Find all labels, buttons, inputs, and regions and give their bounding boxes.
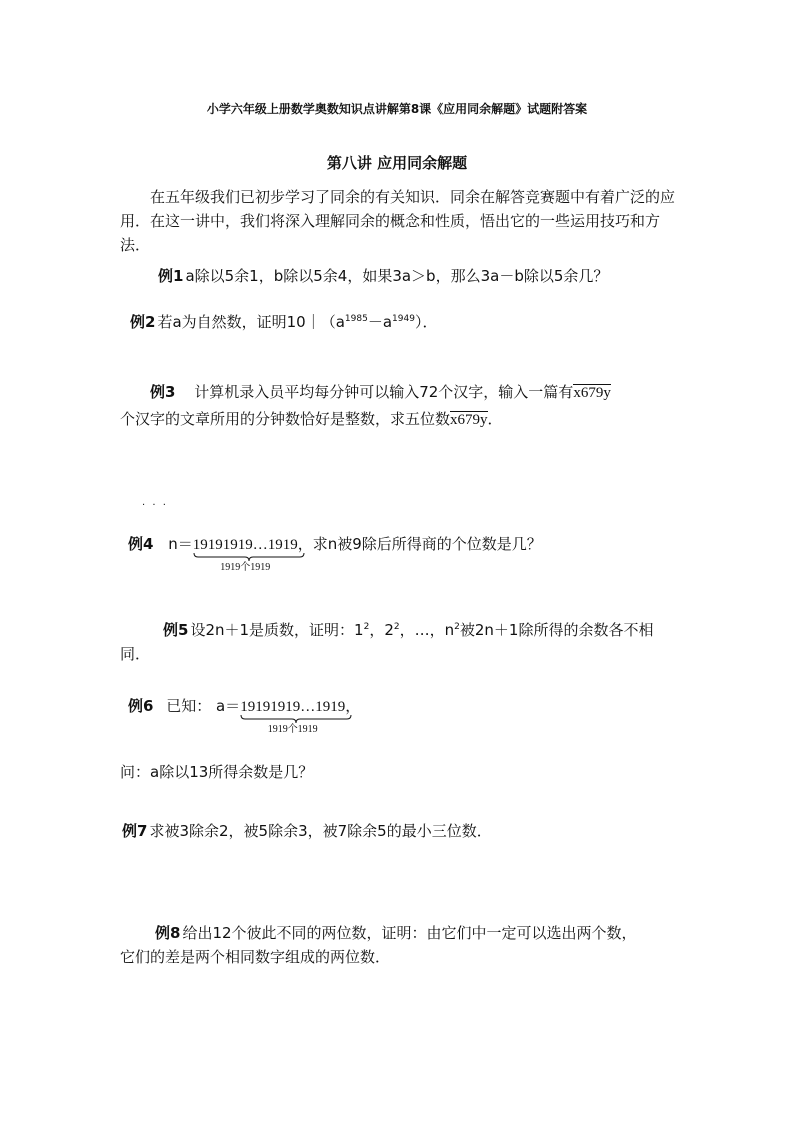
example-2-text-post: ）． <box>414 313 438 331</box>
example-7 <box>122 819 492 843</box>
example-5-square-3: 2 <box>454 622 460 632</box>
example-4-brace-label: 1919个1919 <box>220 562 271 573</box>
intro-paragraph: 在五年级我们已初步学习了同余的有关知识．同余在解答竞赛题中有着广泛的应用．在这一讲中，我们将深入理解同余的概念和性质，悟出它的一些运用技巧和方法． <box>120 188 676 254</box>
example-2-exponent-2: 1949 <box>392 314 415 324</box>
example-8-text-1: 给出12个彼此不同的两位数，证明：由它们中一定可以选出两个数， <box>182 924 637 942</box>
example-8-line-1 <box>155 921 637 945</box>
example-4 <box>128 532 542 573</box>
lesson-title: 第八讲 应用同余解题 <box>326 154 468 172</box>
example-3-text-2: 个汉字的文章所用的分钟数恰好是整数，求五位数 <box>120 410 451 428</box>
example-6-label: 例6 <box>128 697 154 715</box>
example-6-tail: ， <box>345 697 361 715</box>
example-2-label: 例2 <box>130 313 156 331</box>
document-title: 小学六年级上册数学奥数知识点讲解第8课《应用同余解题》试题附答案 <box>206 102 588 116</box>
example-5-label: 例5 <box>163 621 189 639</box>
example-3-text-1: 计算机录入员平均每分钟可以输入72个汉字，输入一篇有 <box>194 383 574 401</box>
example-5-line-2: 同． <box>120 645 151 663</box>
example-4-lhs: n＝ <box>168 535 193 553</box>
example-1-label: 例1 <box>158 267 184 285</box>
example-8-label: 例8 <box>155 924 181 942</box>
example-2-exponent-1: 1985 <box>344 314 368 324</box>
example-3-text-3: ． <box>487 410 503 428</box>
example-1-text: a除以5余1，b除以5余4，如果3a＞b，那么3a－b除以5余几？ <box>185 267 609 285</box>
example-6-lead: 已知： a＝ <box>166 697 241 715</box>
example-4-underbrace <box>192 532 298 573</box>
example-3-label: 例3 <box>150 383 176 401</box>
example-5-text-a: 设2n＋1是质数，证明：1 <box>190 621 364 639</box>
example-7-label: 例7 <box>122 822 148 840</box>
example-7-text: 求被3除余2，被5除余3，被7除余5的最小三位数． <box>149 822 492 840</box>
example-3-number-2: x679y <box>450 412 488 428</box>
example-6-underbrace <box>240 694 346 735</box>
ellipsis-mark: · · · <box>142 500 168 511</box>
example-2 <box>130 310 437 334</box>
example-5-line-1 <box>163 618 653 642</box>
example-5-text-d: 被2n＋1除所得的余数各不相 <box>459 621 654 639</box>
example-5-square-1: 2 <box>363 622 370 632</box>
example-6 <box>128 694 361 735</box>
example-4-text: ，求n被9除后所得商的个位数是几？ <box>297 535 542 553</box>
example-3-line-2 <box>120 407 503 432</box>
example-6-brace-label: 1919个1919 <box>267 724 318 735</box>
example-2-text-pre: 若a为自然数，证明10｜（a <box>157 313 345 331</box>
example-8-line-2: 它们的差是两个相同数字组成的两位数． <box>120 948 391 966</box>
example-4-label: 例4 <box>128 535 154 553</box>
example-4-number: 19191919…1919 <box>192 537 298 553</box>
example-5-square-2: 2 <box>393 622 400 632</box>
example-5-text-b: ，2 <box>369 621 394 639</box>
underbrace-icon <box>240 714 352 724</box>
example-5-text-c: ，…，n <box>399 621 455 639</box>
example-1 <box>158 264 608 288</box>
underbrace-icon <box>193 552 305 562</box>
example-6-number: 19191919…1919 <box>240 699 346 715</box>
example-3-number-1: x679y <box>573 385 611 401</box>
example-2-text-mid: －a <box>367 313 393 331</box>
example-3-line-1 <box>150 380 611 405</box>
example-6-question: 问：a除以13所得余数是几？ <box>120 763 314 781</box>
